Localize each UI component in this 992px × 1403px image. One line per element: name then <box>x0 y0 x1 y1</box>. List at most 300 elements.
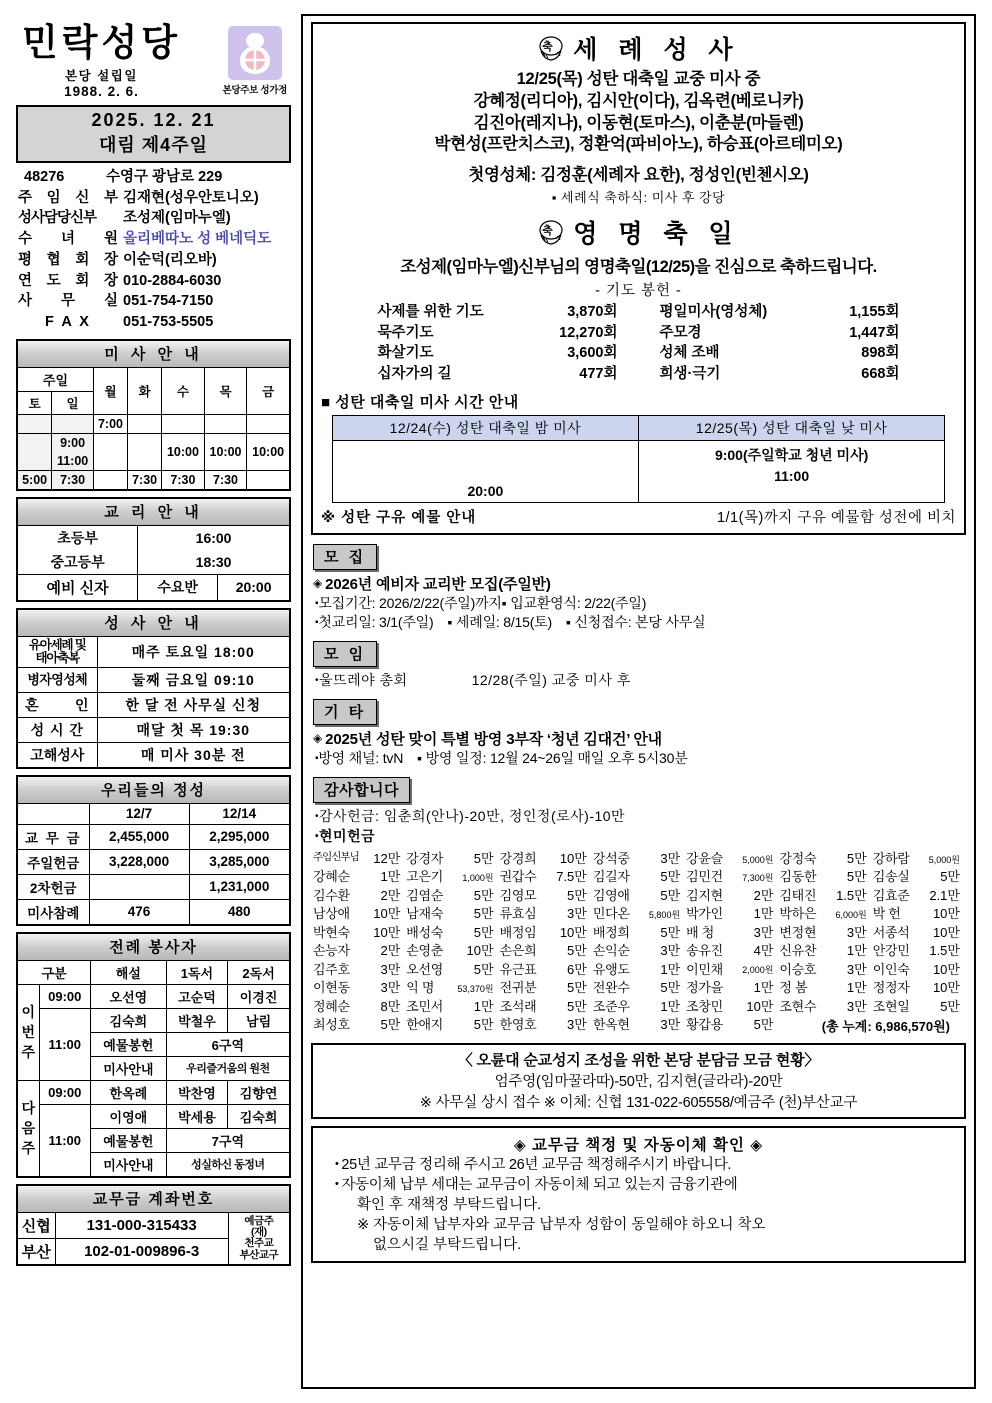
donor-name: 남상애 <box>313 906 350 922</box>
donor-name: 류효심 <box>499 906 537 922</box>
donor-amount: 10만 <box>932 924 960 940</box>
donor-name: 김영모 <box>499 887 537 903</box>
mass-fri-r2: 10:00 <box>247 433 290 470</box>
servers-title: 전례 봉사자 <box>17 933 290 961</box>
baptism-when: 12/25(목) 성탄 대축일 교중 미사 중 <box>516 70 761 88</box>
sacrament-label-infant-baptism: 유아세례 및 태아축복 <box>17 636 97 667</box>
donor-entry <box>686 850 779 868</box>
donor-entry <box>779 924 872 942</box>
donor-entry <box>500 850 593 868</box>
servers-tw-guide-label: 미사안내 <box>91 1056 167 1080</box>
donor-entry <box>779 998 872 1016</box>
donor-entry <box>593 1016 686 1034</box>
date-banner <box>16 105 291 163</box>
sacrament-label-holy-hour: 성 시 간 <box>17 717 97 742</box>
donor-name: 한애지 <box>406 1017 444 1032</box>
donor-name: 강경희 <box>499 850 537 866</box>
recruit-tag: 모 집 <box>313 544 377 570</box>
donor-name: 손익순 <box>592 943 630 959</box>
contact-row-office: 사 무 실 051-754-7150 <box>18 291 289 312</box>
donor-amount: 10만 <box>932 961 960 977</box>
account-number-2: 102-01-009896-3 <box>55 1238 228 1265</box>
donor-name: 익 명 <box>406 980 435 996</box>
parish-contact-info <box>16 167 291 333</box>
donor-entry <box>593 942 686 960</box>
mass-sat-r1 <box>17 414 52 433</box>
donor-name: 배정희 <box>592 924 630 940</box>
donor-entry <box>873 979 966 997</box>
donor-entry <box>500 905 593 923</box>
donor-name: 정 봄 <box>779 980 808 996</box>
recruit-baptism-date: 세례일: 8/15(토) <box>455 614 552 631</box>
celebration-seal-icon <box>537 35 565 61</box>
donor-entry <box>686 979 779 997</box>
donor-name: 박현숙 <box>313 924 350 940</box>
prayer-name-l1: 사제를 위한 기도 <box>377 304 484 321</box>
servers-nw-0900-reading2: 김향연 <box>228 1080 290 1104</box>
servers-tw-offering-label: 예물봉헌 <box>91 1032 167 1056</box>
bulletin-date: 2025. 12. 21 <box>91 109 216 130</box>
donor-name: 조준우 <box>592 998 630 1014</box>
donor-name: 조민서 <box>406 998 444 1014</box>
donor-amount: 5만 <box>846 850 867 866</box>
servers-nw-1100-reading1: 박세용 <box>166 1104 228 1128</box>
donor-name: 한영호 <box>499 1017 537 1032</box>
recruit-section <box>311 535 966 632</box>
masthead-text <box>22 22 181 99</box>
masthead <box>16 14 291 99</box>
offerings-second-1207 <box>89 874 189 899</box>
donor-amount: 1만 <box>846 943 867 959</box>
mass-thu-r1 <box>204 414 247 433</box>
offerings-label-second: 2차헌금 <box>17 874 89 899</box>
donor-entry <box>779 905 872 923</box>
donor-entry <box>406 998 499 1016</box>
svg-text:축: 축 <box>542 41 561 53</box>
donor-amount: 2만 <box>380 943 401 959</box>
servers-tw-1100-commentator: 김숙희 <box>91 1008 167 1032</box>
servers-header-reading1: 1독서 <box>166 960 228 984</box>
weekend-header: 주일 <box>17 367 93 391</box>
recruit-first-class: 첫교리일: 3/1(주일) <box>318 614 434 631</box>
donor-name: 강혜순 <box>313 869 350 885</box>
offerings-col0 <box>17 803 89 824</box>
donor-amount: 10만 <box>932 906 960 922</box>
donor-amount: 5만 <box>660 924 681 940</box>
prayer-count-r4: 668회 <box>861 365 900 382</box>
donor-name: 주임신부님 <box>313 850 359 863</box>
prayer-name-l3: 화살기도 <box>377 345 434 362</box>
catechumen-time: 20:00 <box>218 574 290 601</box>
donor-entry <box>593 905 686 923</box>
day-header-sat: 토 <box>17 391 52 414</box>
donor-amount: 5만 <box>473 924 494 940</box>
day-header-sun: 일 <box>52 391 94 414</box>
donor-amount: 4만 <box>753 943 774 959</box>
donor-amount: 10만 <box>373 906 401 922</box>
accounts-table <box>16 1184 291 1266</box>
servers-nw-time-1100: 11:00 <box>39 1104 91 1177</box>
mass-fri-r1 <box>247 414 290 433</box>
christmas-col2-time-1: 9:00(주일학교 청년 미사) <box>714 447 869 464</box>
baptism-note: ▪ 세례식 축하식: 미사 후 강당 <box>551 190 726 206</box>
contact-row-council: 평 협 회 장 이순덕(리오바) <box>18 250 289 271</box>
donor-entry <box>593 979 686 997</box>
other-line <box>315 749 966 768</box>
donor-entry <box>500 887 593 905</box>
donor-entry <box>313 1016 406 1034</box>
servers-header-reading2: 2독서 <box>228 960 290 984</box>
donor-amount: 3만 <box>753 924 774 940</box>
servers-nw-0900-reading1: 박찬영 <box>166 1080 228 1104</box>
oryundae-box <box>311 1043 966 1119</box>
svg-text:축: 축 <box>542 225 561 238</box>
donor-name: 이승호 <box>779 961 817 977</box>
mass-sun-r1 <box>52 414 94 433</box>
donor-name: 남재숙 <box>406 906 444 922</box>
day-header-fri: 금 <box>247 367 290 414</box>
donor-amount: 5만 <box>660 869 681 885</box>
donor-name: 전귀분 <box>499 980 537 996</box>
catechumen-label: 예비 신자 <box>17 574 138 601</box>
servers-header-group: 구분 <box>17 960 91 984</box>
recruit-period: 모집기간: 2026/2/22(주일)까지 <box>318 595 502 612</box>
donor-name: 김송실 <box>872 869 910 885</box>
council-head-name: 이순덕(리오바) <box>123 251 217 268</box>
mass-fri-r4 <box>247 470 290 490</box>
sacrament-value-sick-communion: 둘째 금요일 09:10 <box>97 667 290 692</box>
feast-heading <box>319 214 958 250</box>
donor-name: 손은희 <box>499 943 537 959</box>
sacrament-label-confession: 고해성사 <box>17 742 97 768</box>
servers-nw-1100-reading2: 김숙희 <box>228 1104 290 1128</box>
servers-tw-1100-reading1: 박철우 <box>166 1008 228 1032</box>
donor-amount: 1만 <box>380 869 401 885</box>
donor-name: 송유진 <box>686 943 723 959</box>
donor-amount: 3만 <box>380 980 401 996</box>
meeting-line <box>315 670 966 690</box>
recruit-line-2 <box>315 613 966 632</box>
mass-mon-r3 <box>93 452 127 471</box>
catechism-elementary-label: 초등부 <box>17 525 138 550</box>
offerings-label-sunday: 주일헌금 <box>17 849 89 874</box>
mass-sun-r4: 7:30 <box>52 470 94 490</box>
donor-amount: 5만 <box>940 998 960 1014</box>
donor-amount: 1.5만 <box>929 943 960 959</box>
donor-amount: 3만 <box>567 906 587 922</box>
donor-entry <box>873 942 966 960</box>
donor-amount: 5,000원 <box>928 854 960 865</box>
liturgical-week: 대림 제4주일 <box>99 134 208 155</box>
office-phone: 051-754-7150 <box>123 293 214 310</box>
catechism-title: 교 리 안 내 <box>17 498 290 526</box>
donor-name: 민다온 <box>592 906 630 922</box>
creche-value: 1/1(목)까지 구유 예물함 성전에 비치 <box>716 510 956 527</box>
first-communion-line: 첫영성체: 김정훈(세례자 요한), 정성인(빈첸시오) <box>468 166 809 185</box>
recruit-welcome: 입교환영식: 2/22(주일) <box>510 595 647 612</box>
servers-nw-0900-commentator: 한옥례 <box>91 1080 167 1104</box>
sacraments-announcement-box <box>311 22 966 535</box>
donor-entry <box>873 961 966 979</box>
left-column <box>16 14 291 1389</box>
day-header-mon: 월 <box>93 367 127 414</box>
donor-amount: 5만 <box>753 1017 774 1032</box>
donor-entry <box>406 868 499 886</box>
donor-amount: 10만 <box>746 998 774 1014</box>
donor-name: 정가을 <box>686 980 723 996</box>
prayer-count-l2: 12,270회 <box>559 324 618 341</box>
donor-entry <box>406 924 499 942</box>
offerings-col2: 12/14 <box>189 803 290 824</box>
donor-entry <box>873 905 966 923</box>
donor-name: 황갑용 <box>686 1017 723 1032</box>
recruit-apply-wrap: ▪ 신청접수: 본당 사무실 <box>565 614 706 631</box>
other-channel: 방영 채널: tvN <box>318 750 404 767</box>
donor-amount: 10만 <box>559 850 587 866</box>
feast-message: 조성제(임마누엘)신부님의 영명축일(12/25)을 진심으로 축하드립니다. <box>400 258 877 277</box>
other-section <box>311 690 966 768</box>
donor-entry <box>500 961 593 979</box>
offerings-attendance-1207: 476 <box>89 899 189 925</box>
donor-amount: 5만 <box>567 998 587 1014</box>
prayer-gap-2 <box>618 324 660 343</box>
christmas-col2-times <box>639 441 945 503</box>
prayer-gap-1 <box>618 303 660 322</box>
prayer-count-l3: 3,600회 <box>567 345 618 362</box>
donor-name: 박가인 <box>686 906 723 922</box>
oryundae-title: 〈 오륜대 순교성지 조성을 위한 본당 분담금 모금 현황〉 <box>457 1052 820 1070</box>
donor-row <box>313 887 966 905</box>
day-header-thu: 목 <box>204 367 247 414</box>
donor-entry <box>500 942 593 960</box>
thanks-section <box>311 768 966 1036</box>
donor-entry <box>406 1016 499 1034</box>
meeting-when: 12/28(주일) 교중 미사 후 <box>471 672 631 689</box>
recruit-apply: 신청접수: 본당 사무실 <box>574 614 706 631</box>
thanks-tag: 감사합니다 <box>313 777 410 803</box>
donor-amount: 5,000원 <box>742 854 774 865</box>
donor-name: 정정자 <box>872 980 910 996</box>
recruit-line-1 <box>315 594 966 613</box>
mass-sat-r2 <box>17 433 52 452</box>
donor-name: 전완수 <box>592 980 630 996</box>
donor-entry <box>686 905 779 923</box>
donor-name: 김주호 <box>313 961 350 977</box>
baptism-title: 세 례 성 사 <box>573 36 740 64</box>
donor-name: 김길자 <box>592 869 630 885</box>
baptism-names-2: 김진아(레지나), 이동현(토마스), 이춘분(마들렌) <box>473 113 804 132</box>
donor-entry <box>406 961 499 979</box>
catechism-middlehigh-time: 18:30 <box>138 550 290 575</box>
donor-entry <box>313 942 406 960</box>
donor-entry <box>779 961 872 979</box>
oryundae-donors: 엄주영(임마꿀라따)-50만, 김지현(글라라)-20만 <box>494 1074 783 1091</box>
meeting-section <box>311 632 966 690</box>
catechumen-class: 수요반 <box>138 574 218 601</box>
donor-entry <box>873 887 966 905</box>
donor-amount: 1만 <box>660 961 681 977</box>
donor-entry <box>313 868 406 886</box>
donor-amount: 3만 <box>660 850 681 866</box>
donor-amount: 7,300원 <box>742 873 774 884</box>
prayer-count-l4: 477회 <box>579 365 618 382</box>
donor-name: 신유찬 <box>779 943 817 959</box>
donor-name: 조석래 <box>499 998 537 1014</box>
mass-sun-r2: 9:00 <box>52 433 94 452</box>
donor-amount: 7.5만 <box>556 869 587 885</box>
contact-row-sacrament-priest: 성사담당신부 조성제(임마누엘) <box>18 208 289 229</box>
rice-offering-label: • 현미헌금 <box>315 826 966 846</box>
prayer-count-l1: 3,870회 <box>567 304 618 321</box>
account-bank-1: 신협 <box>17 1212 55 1238</box>
donor-amount: 8만 <box>380 998 401 1014</box>
donor-name: 배 청 <box>686 924 714 940</box>
mass-wed-r4: 7:30 <box>162 470 205 490</box>
servers-tw-offering-value: 6구역 <box>166 1032 290 1056</box>
donor-entry <box>686 924 779 942</box>
donor-name: 유앵도 <box>592 961 630 977</box>
donor-entry <box>686 887 779 905</box>
donor-entry <box>313 887 406 905</box>
donor-amount: 3만 <box>660 1017 681 1032</box>
servers-tw-0900-reading2: 이경진 <box>228 984 290 1008</box>
right-column <box>301 14 976 1389</box>
servers-nw-offering-label: 예물봉헌 <box>91 1128 167 1152</box>
donor-amount: 3만 <box>846 961 867 977</box>
prayer-gap-3 <box>618 344 660 363</box>
donor-row <box>313 868 966 886</box>
donor-entry <box>779 868 872 886</box>
donor-name: 서종석 <box>872 924 910 940</box>
other-heading: ◈ 2025년 성탄 맞이 특별 방영 3부작 ‘청년 김대건’ 안내 <box>313 728 966 749</box>
mass-mon-r1: 7:00 <box>93 414 127 433</box>
donor-amount: 10만 <box>932 980 960 996</box>
donor-name: 조현일 <box>872 998 910 1014</box>
donor-entry <box>500 924 593 942</box>
donor-entry <box>779 979 872 997</box>
christmas-mass-header: ■ 성탄 대축일 미사 시간 안내 <box>321 394 519 412</box>
offerings-sunday-1214: 3,285,000 <box>189 849 290 874</box>
donor-entry <box>500 1016 593 1034</box>
donor-name: 한옥현 <box>592 1017 630 1032</box>
sacrament-value-confession: 매 미사 30분 전 <box>97 742 290 768</box>
servers-nw-offering-value: 7구역 <box>166 1128 290 1152</box>
donor-entry <box>593 998 686 1016</box>
mass-schedule-title: 미 사 안 내 <box>17 340 290 368</box>
donor-amount: 5만 <box>567 980 587 996</box>
dues-notice-note: ※ 자동이체 납부자와 교무금 납부자 성함이 동일해야 하오니 착오 <box>357 1217 766 1234</box>
donor-name: 조창민 <box>686 998 723 1014</box>
feast-title: 영 명 축 일 <box>573 220 740 249</box>
servers-this-week-label: 이 번 주 <box>17 984 39 1080</box>
donor-row <box>313 961 966 979</box>
donor-amount: 3만 <box>660 943 681 959</box>
donor-entry <box>686 1016 779 1034</box>
servers-nw-time-0900: 09:00 <box>39 1080 91 1104</box>
donor-entry <box>686 868 779 886</box>
founded-label: 본당 설립일 <box>65 68 138 83</box>
mass-mon-r2 <box>93 433 127 452</box>
offerings-col1: 12/7 <box>89 803 189 824</box>
sacrament-value-marriage: 한 달 전 사무실 신청 <box>97 692 290 717</box>
prayer-name-r4: 희생·극기 <box>659 365 721 382</box>
prayer-count-r3: 898회 <box>861 345 900 362</box>
donor-amount: 5만 <box>473 850 494 866</box>
donor-amount: 3만 <box>846 998 867 1014</box>
thanks-offering-line: • 감사헌금: 임춘희(안나)-20만, 정인정(로사)-10만 <box>315 806 966 826</box>
prayer-count-r1: 1,155회 <box>849 304 900 321</box>
donor-amount: 53,370원 <box>457 983 494 994</box>
donor-name: 이인숙 <box>872 961 910 977</box>
donor-amount: 1만 <box>473 998 494 1014</box>
catechism-middlehigh-label: 중고등부 <box>17 550 138 575</box>
donor-name: 권갑수 <box>499 869 537 885</box>
dues-notice-item-2: • 자동이체 납부 세대는 교무금이 자동이체 되고 있는지 금융기관에 <box>335 1175 956 1195</box>
prayer-name-l4: 십자가의 길 <box>377 365 452 382</box>
mass-thu-r4: 7:30 <box>204 470 247 490</box>
donor-amount: 2만 <box>380 887 401 903</box>
donor-amount: 1만 <box>846 980 867 996</box>
donor-amount: 2,000원 <box>742 965 774 976</box>
christmas-mass-table <box>332 415 945 503</box>
donor-name: 조현수 <box>779 998 817 1014</box>
catechism-elementary-time: 16:00 <box>138 525 290 550</box>
prayer-gap-4 <box>618 365 660 384</box>
donor-name: 배성숙 <box>406 924 444 940</box>
dues-notice-title: ◈ 교무금 책정 및 자동이체 확인 ◈ <box>513 1137 764 1155</box>
yeondo-phone: 010-2884-6030 <box>123 272 222 289</box>
sacrament-label-marriage: 혼 인 <box>17 692 97 717</box>
donor-amount: 5만 <box>660 887 681 903</box>
donor-entry <box>873 850 966 868</box>
catechism-table <box>16 497 291 602</box>
donor-name: 유근표 <box>499 961 537 977</box>
baptism-heading <box>319 30 958 66</box>
contact-row-convent: 수 녀 원 올리베따노 성 베네딕도 <box>18 229 289 250</box>
donor-amount: 10만 <box>559 924 587 940</box>
donor-name: 고은기 <box>406 869 444 885</box>
donor-name: 손영춘 <box>406 943 444 959</box>
prayer-name-r1: 평일미사(영성체) <box>659 304 768 321</box>
convent-name: 올리베따노 성 베네딕도 <box>123 231 272 248</box>
accounts-title: 교무금 계좌번호 <box>17 1185 290 1213</box>
donor-name: 강정숙 <box>779 850 817 866</box>
sacraments-title: 성 사 안 내 <box>17 609 290 637</box>
founded-date: 1988. 2. 6. <box>64 83 139 99</box>
creche-offering-row <box>319 506 958 527</box>
offerings-table <box>16 775 291 926</box>
donor-name: 김수환 <box>313 887 350 903</box>
contact-row-pastor: 주 임 신 부 김재현(성우안토니오) <box>18 188 289 209</box>
recruit-welcome-wrap: ▪ 입교환영식: 2/22(주일) <box>501 595 647 612</box>
servers-tw-1100-reading2: 남림 <box>228 1008 290 1032</box>
donor-entry <box>779 850 872 868</box>
fax-number: 051-753-5505 <box>123 313 214 330</box>
address: 수영구 광남로 229 <box>106 168 223 185</box>
donor-entry <box>593 961 686 979</box>
mass-tue-r2 <box>128 433 162 452</box>
donor-entry <box>500 998 593 1016</box>
mass-sun-r3: 11:00 <box>52 452 94 471</box>
christmas-col2-head: 12/25(목) 성탄 대축일 낮 미사 <box>639 416 945 441</box>
donor-amount: 12만 <box>373 850 401 866</box>
donor-name: 김태진 <box>779 887 817 903</box>
donor-name: 강윤슬 <box>686 850 723 866</box>
contact-row-yeondo: 연 도 회 장 010-2884-6030 <box>18 271 289 292</box>
servers-nw-guide-value: 성실하신 동정녀 <box>166 1152 290 1177</box>
donor-amount: 2.1만 <box>929 887 960 903</box>
pastor-name: 김재현(성우안토니오) <box>123 189 259 206</box>
